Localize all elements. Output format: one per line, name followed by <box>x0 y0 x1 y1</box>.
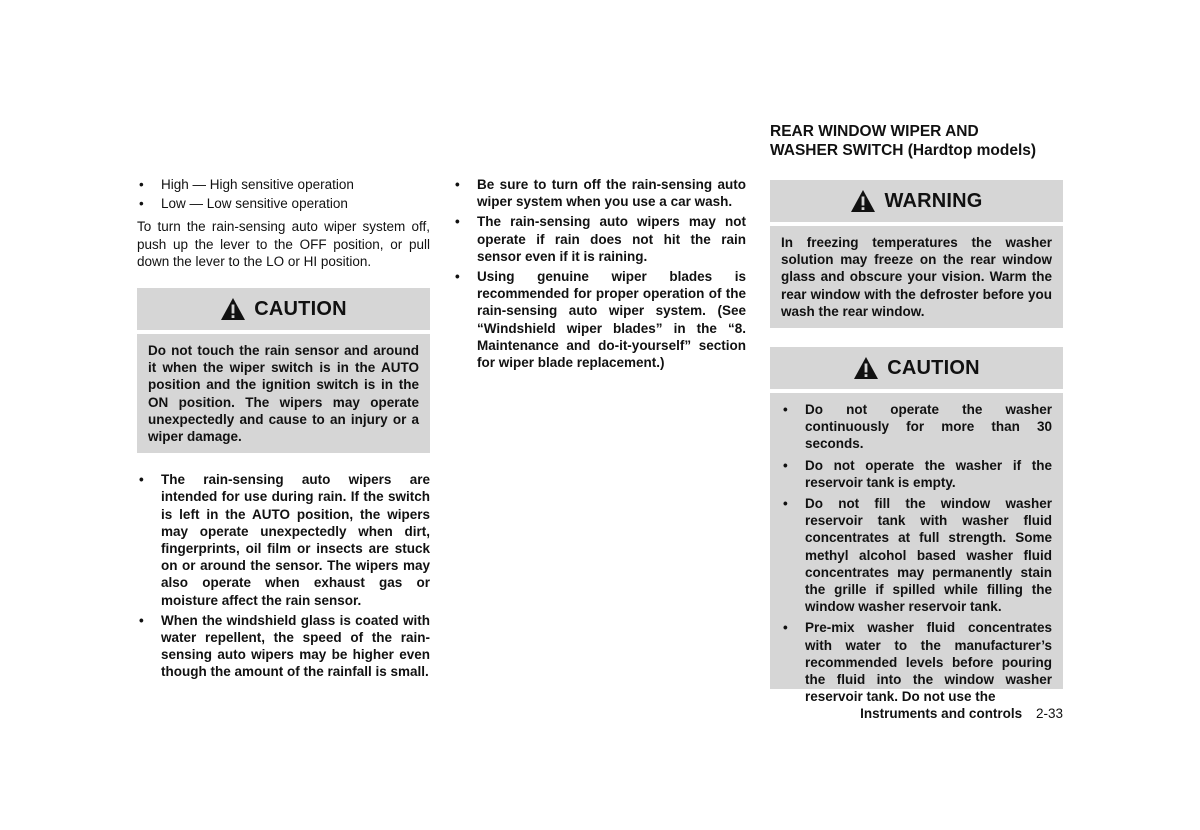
caution-body <box>770 393 1063 705</box>
list-item: • Be sure to turn off the rain-sensing auto wiper system when you use a car wash. <box>453 176 746 210</box>
warning-body: In freezing temperatures the washer solution may freeze on the rear window glass and obscure your vision. Warm the rear window with the defroster before you wash the rear window. <box>781 235 1052 319</box>
warning-triangle-icon <box>853 356 879 380</box>
list-item: • Using genuine wiper blades is recommended for proper operation of the rain-sensing auto wiper system. (See “Windshield wiper blades” in the “8. Maintenance and do-it-yourself” section for wiper blade replacement.) <box>453 268 746 371</box>
list-item: • Pre-mix washer fluid concentrates with water to the manufacturer’s recommended levels before pouring the fluid into the window washer reservoir tank. Do not use the <box>781 619 1052 705</box>
list-item: • High — High sensitive operation <box>137 176 430 193</box>
warning-title: WARNING <box>884 189 983 212</box>
list-item: • Do not operate the washer if the reservoir tank is empty. <box>781 457 1052 491</box>
caution-box-washer <box>770 347 1063 705</box>
heading-line: REAR WINDOW WIPER AND <box>770 123 979 140</box>
warning-triangle-icon <box>850 189 876 213</box>
caution-body: Do not touch the rain sensor and around it when the wiper switch is in the AUTO position and the ignition switch is in the ON position. The wipers may operate unexpectedly and cause to an injury or a wiper damage. <box>148 343 419 445</box>
sensitivity-list <box>137 176 430 212</box>
list-item: • Do not operate the washer continuously for more than 30 seconds. <box>781 401 1052 453</box>
column-middle <box>453 176 746 374</box>
rain-sensor-notes <box>453 176 746 371</box>
caution-box-rain-sensor <box>137 288 430 453</box>
heading-line: WASHER SWITCH (Hardtop models) <box>770 141 1037 159</box>
turn-off-paragraph: To turn the rain-sensing auto wiper system off, push up the lever to the OFF position, or pull down the lever to the LO or HI position. <box>137 219 430 269</box>
list-item: • When the windshield glass is coated with water repellent, the speed of the rain-sensing auto wipers may be higher even though the amount of the rainfall is small. <box>137 612 430 681</box>
caution-header <box>770 347 1063 393</box>
list-item: • Low — Low sensitive operation <box>137 195 430 212</box>
column-right <box>770 123 1063 705</box>
warning-triangle-icon <box>220 297 246 321</box>
rain-sensor-bullets <box>137 471 430 680</box>
page-footer <box>770 706 1063 721</box>
caution-title: CAUTION <box>887 356 980 379</box>
washer-caution-bullets <box>781 401 1052 705</box>
caution-title: CAUTION <box>254 297 347 320</box>
section-heading <box>770 123 1063 160</box>
page-number: 2-33 <box>1035 706 1063 721</box>
caution-header <box>137 288 430 334</box>
column-left <box>137 176 430 684</box>
list-item: • The rain-sensing auto wipers are intended for use during rain. If the switch is left in the AUTO position, the wipers may operate unexpectedly when dirt, fingerprints, oil film or insects are stuck on or around the sensor. The wipers may also operate when exhaust gas or moisture affect the rain sensor. <box>137 471 430 609</box>
footer-section-name: Instruments and controls <box>860 706 1023 721</box>
list-item: • Do not fill the window washer reservoir tank with washer fluid concentrates at full strength. Some methyl alcohol based washer fluid concentrates may permanently stain the grille if spilled while filling the window washer reservoir tank. <box>781 495 1052 615</box>
warning-box <box>770 180 1063 328</box>
warning-header <box>770 180 1063 226</box>
list-item: • The rain-sensing auto wipers may not operate if rain does not hit the rain sensor even if it is raining. <box>453 213 746 265</box>
